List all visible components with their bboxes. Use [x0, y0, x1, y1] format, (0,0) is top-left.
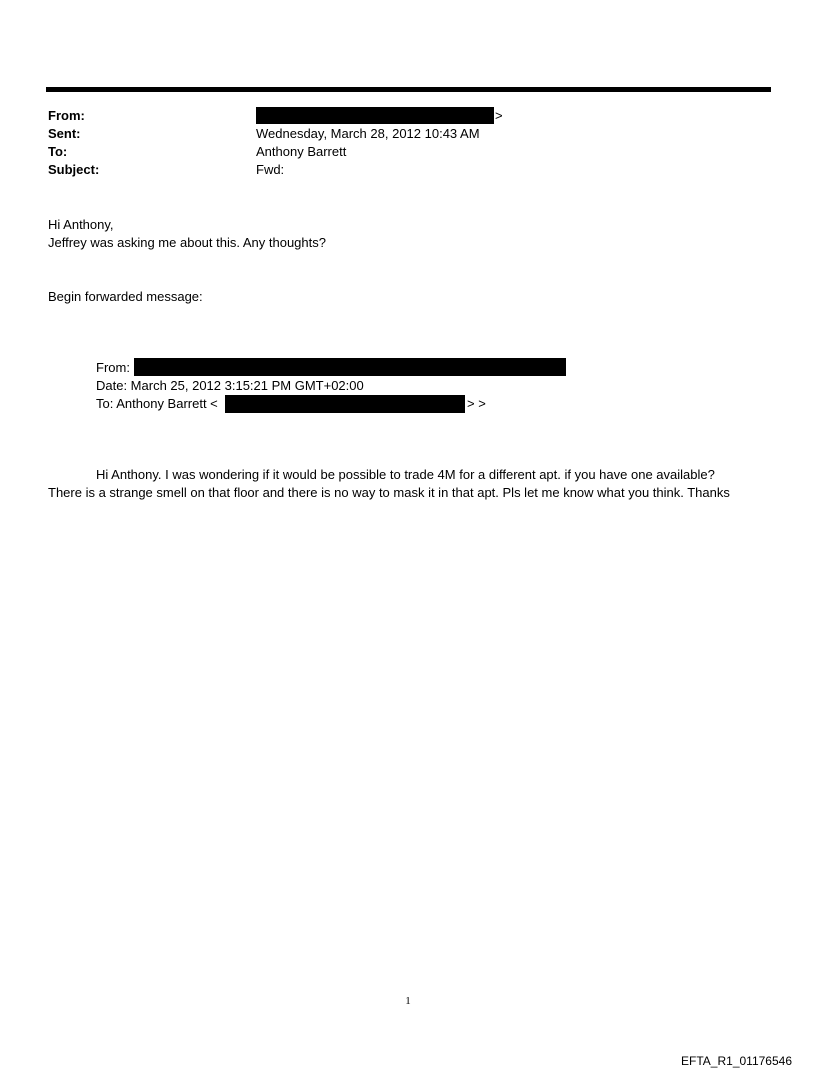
subject-value: Fwd: [256, 162, 285, 177]
redaction-forwarded-to [225, 395, 465, 413]
forward-intro: Begin forwarded message: [48, 289, 203, 304]
to-label: To: [48, 144, 68, 159]
from-label: From: [48, 108, 85, 123]
sent-label: Sent: [48, 126, 81, 141]
header-rule [46, 87, 771, 92]
sent-value: Wednesday, March 28, 2012 10:43 AM [256, 126, 480, 141]
to-value: Anthony Barrett [256, 144, 347, 159]
body-line: Jeffrey was asking me about this. Any thoughts? [48, 235, 326, 250]
bates-number: EFTA_R1_01176546 [681, 1054, 792, 1068]
forwarded-message-line-1: Hi Anthony. I was wondering if it would be possible to trade 4M for a different apt. if you have one available? [96, 467, 715, 482]
forwarded-date: Date: March 25, 2012 3:15:21 PM GMT+02:00 [96, 378, 364, 393]
forwarded-message-line-2: There is a strange smell on that floor and there is no way to mask it in that apt. Pls let me know what you think. Thanks [48, 485, 730, 500]
redaction-from [256, 107, 494, 124]
subject-label: Subject: [48, 162, 100, 177]
forwarded-to-suffix: > > [467, 396, 486, 411]
redaction-forwarded-from [134, 358, 566, 376]
page-number: 1 [405, 995, 411, 1007]
forwarded-from-label: From: [96, 360, 130, 375]
from-suffix: > [495, 108, 503, 123]
forwarded-to-prefix: To: Anthony Barrett < [96, 396, 218, 411]
greeting: Hi Anthony, [48, 217, 114, 232]
